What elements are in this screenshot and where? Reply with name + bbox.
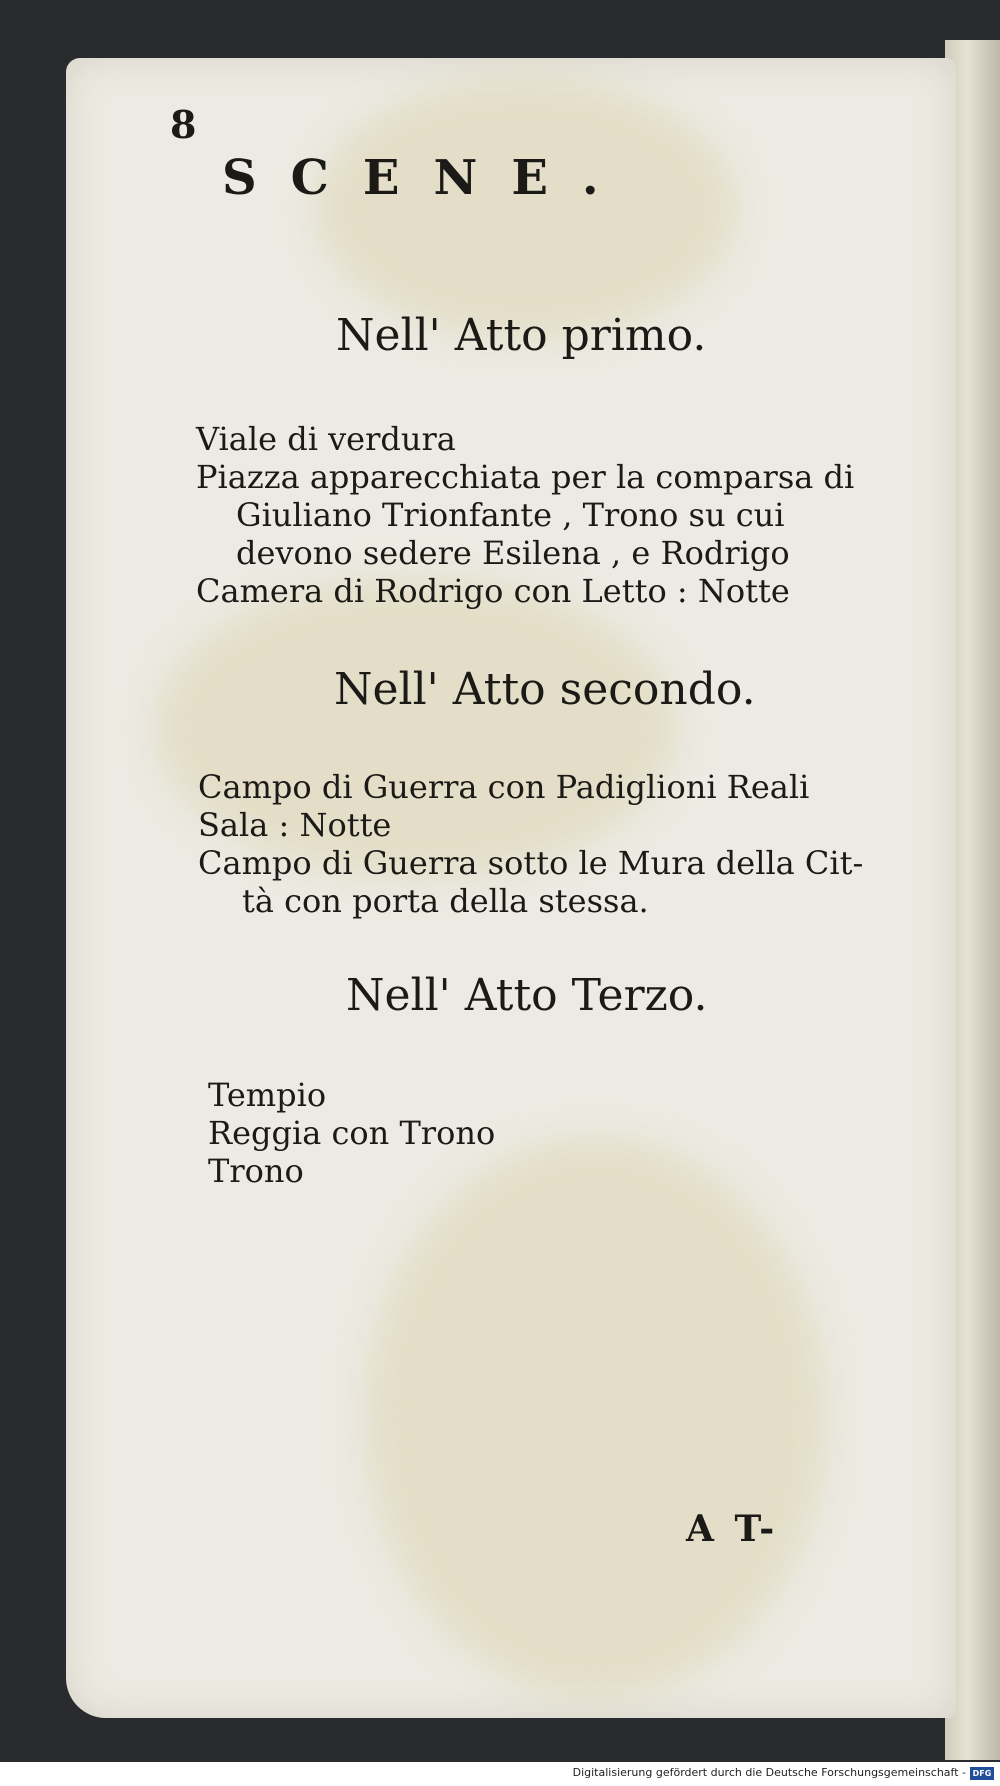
- scene-line: Sala : Notte: [198, 806, 392, 844]
- scene-line: Giuliano Trionfante , Trono su cui: [236, 496, 785, 534]
- scene-line: devono sedere Esilena , e Rodrigo: [236, 534, 790, 572]
- scene-line: Camera di Rodrigo con Letto : Notte: [196, 572, 790, 610]
- page-number: 8: [170, 102, 197, 147]
- water-stain: [316, 78, 736, 338]
- scene-line: Viale di verdura: [196, 420, 456, 458]
- catchword: A T-: [686, 1508, 779, 1550]
- scene-line: Tempio: [208, 1076, 327, 1114]
- act-heading: Nell' Atto Terzo.: [346, 970, 708, 1021]
- act-heading: Nell' Atto primo.: [336, 310, 707, 361]
- water-stain: [366, 1138, 826, 1698]
- scene-line: Reggia con Trono: [208, 1114, 496, 1152]
- footer-credit: Digitalisierung gefördert durch die Deutsche Forschungsgemeinschaft -: [572, 1766, 966, 1779]
- act-heading: Nell' Atto secondo.: [334, 664, 756, 715]
- page-title: SCENE.: [222, 150, 633, 206]
- footer: [0, 1762, 1000, 1786]
- dfg-logo: DFG: [970, 1767, 994, 1780]
- scene-line: Campo di Guerra sotto le Mura della Cit-: [198, 844, 864, 882]
- scene-line: tà con porta della stessa.: [242, 882, 649, 920]
- scene-line: Campo di Guerra con Padiglioni Reali: [198, 768, 810, 806]
- scene-line: Piazza apparecchiata per la comparsa di: [196, 458, 855, 496]
- scene-line: Trono: [208, 1152, 304, 1190]
